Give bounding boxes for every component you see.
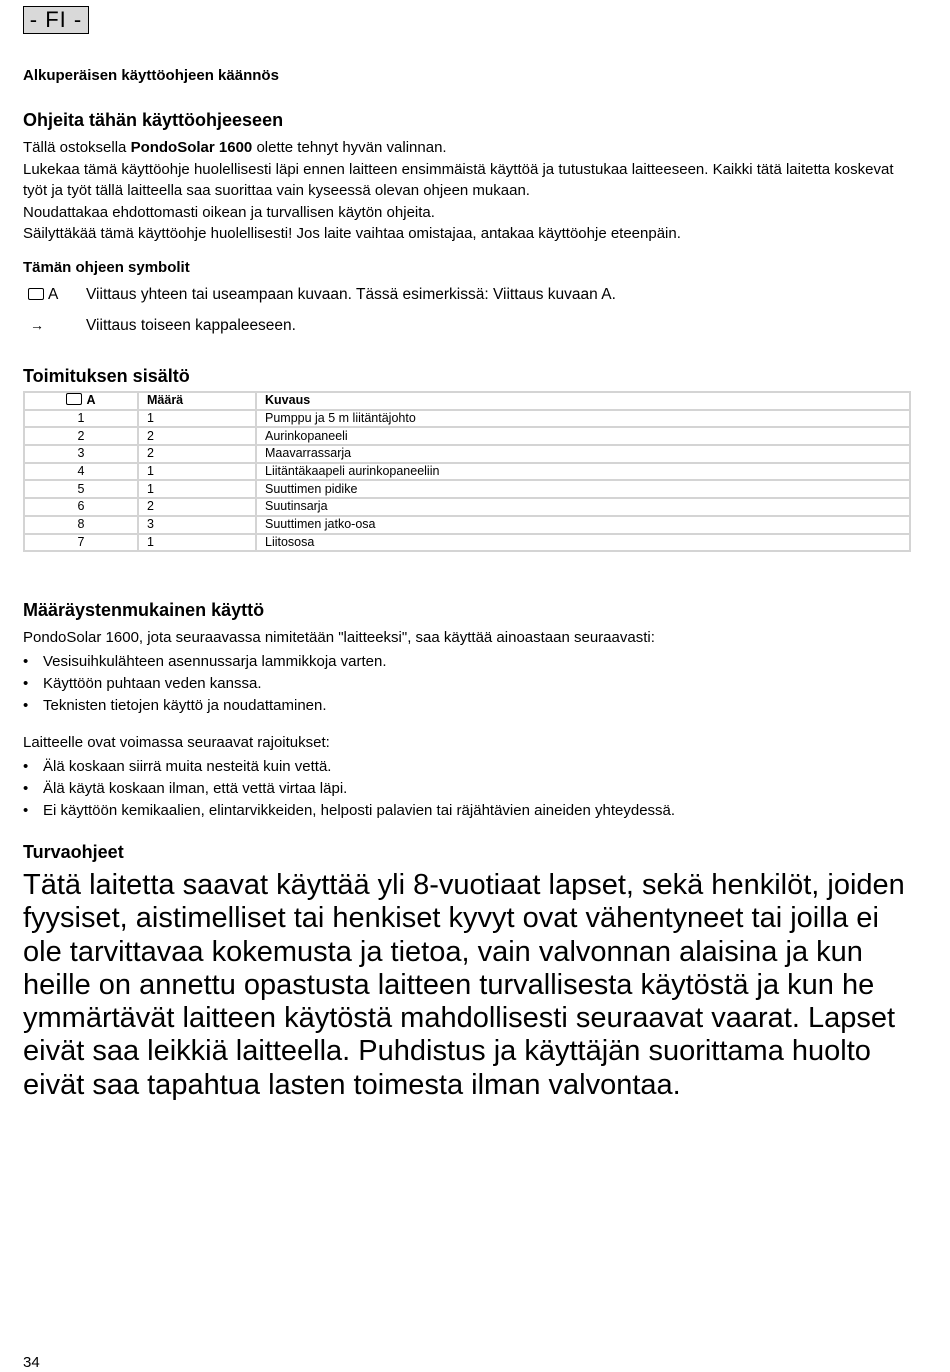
column-header-quantity: Määrä xyxy=(138,392,256,410)
figure-mark-letter: A xyxy=(48,286,59,303)
symbol-description: Viittaus toiseen kappaleeseen. xyxy=(86,317,296,334)
table-row: 8 3 Suuttimen jatko-osa xyxy=(24,516,910,534)
symbol-description: Viittaus yhteen tai useampaan kuvaan. Tässä esimerkissä: Viittaus kuvaan A. xyxy=(86,286,616,303)
table-row: 7 1 Liitososa xyxy=(24,534,910,552)
intended-use-heading: Määräystenmukainen käyttö xyxy=(23,600,265,620)
list-item: • Ei käyttöön kemikaalien, elintarvikkeiden, helposti palavien tai räjähtävien aineiden yhteydessä. xyxy=(23,800,903,822)
intended-use-intro: PondoSolar 1600, jota seuraavassa nimitetään "laitteeksi", saa käyttää ainoastaan seuraavasti: xyxy=(23,629,655,646)
arrow-right-icon: → xyxy=(30,317,44,333)
table-header-row xyxy=(24,392,910,410)
allowed-use-list xyxy=(23,651,903,717)
product-name: PondoSolar 1600 xyxy=(130,139,253,156)
list-item: • Teknisten tietojen käyttö ja noudattaminen. xyxy=(23,695,903,717)
symbol-row-arrow xyxy=(28,317,728,337)
column-header-description: Kuvaus xyxy=(256,392,910,410)
table-row: 4 1 Liitäntäkaapeli aurinkopaneeliin xyxy=(24,463,910,481)
table-row: 2 2 Aurinkopaneeli xyxy=(24,427,910,445)
column-header-figure: A xyxy=(24,392,138,410)
intro-heading: Ohjeita tähän käyttöohjeeseen xyxy=(23,110,284,130)
restrictions-intro: Laitteelle ovat voimassa seuraavat rajoitukset: xyxy=(23,734,330,751)
intro-line-2: Lukekaa tämä käyttöohje huolellisesti läpi ennen laitteen ensimmäistä käyttöä ja tutustukaa laitteeseen. Kaikki tätä laitetta koskevat työt ja työt tällä laitteella saa suorittaa vain kyseessä olevan ohjeen mukaan. xyxy=(23,160,894,199)
safety-text: Tätä laitetta saavat käyttää yli 8-vuotiaat lapset, sekä henkilöt, joiden fyysiset, aistimelliset tai henkiset kyvyt ovat vähentyneet tai joilla ei ole tarvittavaa kokemusta ja tietoa, vain valvonnan alaisina ja kun heille on annettu opastusta laitteen turvallisesta käytöstä ja kun he ymmärtävät laitteen käytöstä mahdollisesti seuraavat vaarat. Lapset eivät saa leikkiä laitteella. Puhdistus ja käyttäjän suorittama huolto eivät saa tapahtua lasten toimesta ilman valvontaa. xyxy=(23,869,905,1101)
intro-line-1-pre: Tällä ostoksella xyxy=(23,139,131,156)
figure-frame-icon xyxy=(28,286,78,304)
table-row: 1 1 Pumppu ja 5 m liitäntäjohto xyxy=(24,410,910,428)
list-item: • Vesisuihkulähteen asennussarja lammikkoja varten. xyxy=(23,651,903,673)
delivery-heading: Toimituksen sisältö xyxy=(23,366,190,386)
restrictions-list xyxy=(23,756,903,822)
intro-line-1-post: olette tehnyt hyvän valinnan. xyxy=(252,139,447,156)
table-row: 3 2 Maavarrassarja xyxy=(24,445,910,463)
page-number: 34 xyxy=(23,1354,40,1371)
intro-text xyxy=(23,137,903,245)
delivery-table xyxy=(23,391,911,552)
table-row: 5 1 Suuttimen pidike xyxy=(24,480,910,498)
intro-line-1 xyxy=(23,137,903,159)
language-tag: - FI - xyxy=(23,6,89,34)
figure-frame-icon xyxy=(66,393,82,405)
table-row: 6 2 Suutinsarja xyxy=(24,498,910,516)
intro-line-3: Noudattakaa ehdottomasti oikean ja turvallisen käytön ohjeita. xyxy=(23,203,435,221)
symbol-row-figure xyxy=(28,286,728,306)
symbols-heading: Tämän ohjeen symbolit xyxy=(23,259,190,276)
list-item: • Käyttöön puhtaan veden kanssa. xyxy=(23,673,903,695)
document-subtitle: Alkuperäisen käyttöohjeen käännös xyxy=(23,67,279,84)
safety-heading: Turvaohjeet xyxy=(23,842,124,862)
list-item: • Älä koskaan siirrä muita nesteitä kuin vettä. xyxy=(23,756,903,778)
list-item: • Älä käytä koskaan ilman, että vettä virtaa läpi. xyxy=(23,778,903,800)
intro-line-4: Säilyttäkää tämä käyttöohje huolellisesti! Jos laite vaihtaa omistajaa, antakaa käyttöohje eteenpäin. xyxy=(23,225,681,242)
